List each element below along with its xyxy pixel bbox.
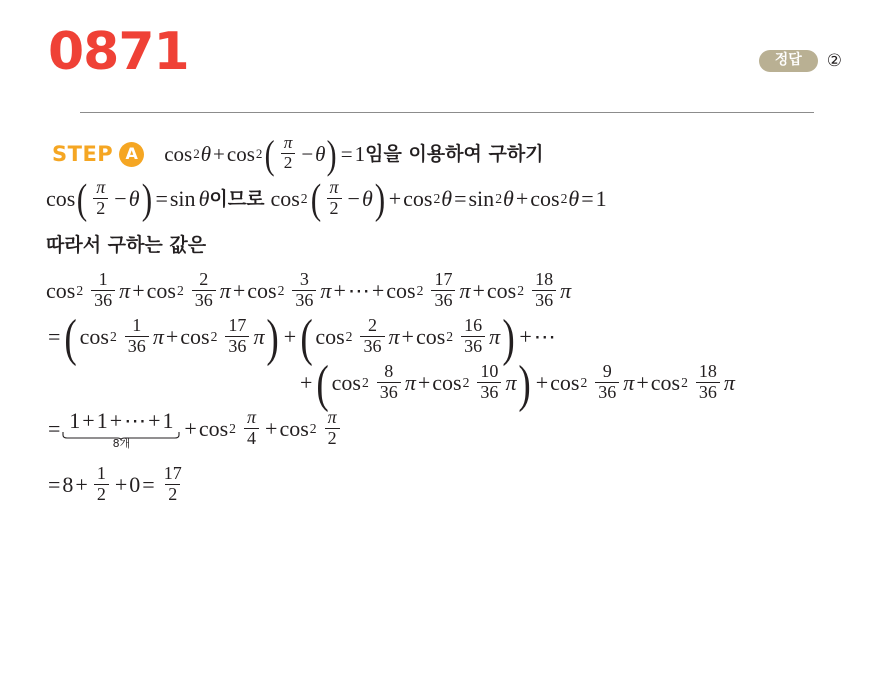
step-title: cos 2 θ + cos 2 ( $\frac{\pi}{2}$ − θ ) = 1 임을 이용하여 구하기 — [164, 132, 544, 178]
equals-sign: = — [454, 186, 467, 211]
open-paren: ( — [265, 132, 276, 178]
plus-sign: + — [417, 370, 431, 395]
plus-sign: + — [535, 370, 549, 395]
plus-sign: + — [371, 278, 385, 303]
answer-label: 정답 — [759, 50, 818, 72]
one: 1 — [96, 407, 108, 433]
cos-fn: cos — [226, 141, 255, 166]
sin-fn: sin — [468, 186, 495, 211]
pi: π — [320, 278, 332, 303]
cos-fn: cos — [403, 186, 433, 211]
plus-sign: + — [283, 324, 297, 349]
fraction-8-36: $\frac{8}{36}$ — [377, 362, 401, 401]
one: 1 — [354, 141, 366, 166]
fraction-pi-over-2: $\frac{\pi}{2}$ — [93, 178, 108, 217]
theta: θ — [200, 141, 212, 166]
math-line-korean — [46, 224, 852, 266]
plus-sign: + — [300, 370, 313, 395]
math-line-5: = 1+1+⋯+1 8개 + cos 2 $\frac{\pi}{4}$ + cos 2 $\frac{\pi}{2}$ — [46, 408, 852, 450]
pi: π — [489, 324, 501, 349]
equals-sign: = — [340, 141, 353, 166]
theta: θ — [128, 186, 140, 211]
pi: π — [459, 278, 471, 303]
cos-fn: cos — [331, 370, 361, 395]
problem-number: 0871 — [48, 22, 189, 82]
underbrace-group — [62, 407, 180, 450]
step-heading — [52, 132, 852, 178]
math-line-6 — [46, 464, 852, 506]
cos-fn: cos — [180, 324, 210, 349]
cos-fn: cos — [146, 278, 176, 303]
pi: π — [723, 370, 735, 395]
cos-fn: cos — [164, 141, 193, 166]
cos-fn: cos — [279, 416, 309, 441]
plus-sign: + — [109, 407, 123, 433]
cos-fn: cos — [650, 370, 681, 395]
one: 1 — [595, 186, 607, 211]
theta: θ — [315, 141, 326, 166]
fraction-1-36: $\frac{1}{36}$ — [91, 270, 115, 309]
cos-fn: cos — [247, 278, 277, 303]
theta: θ — [441, 186, 453, 211]
plus-sign: + — [472, 278, 485, 303]
fraction-2-36: $\frac{2}{36}$ — [360, 316, 384, 355]
fraction-16-36: $\frac{16}{36}$ — [461, 316, 485, 355]
plus-sign: + — [148, 407, 161, 433]
fraction-9-36: $\frac{9}{36}$ — [595, 362, 619, 401]
fraction-18-36: $\frac{18}{36}$ — [696, 362, 720, 401]
eight: 8 — [62, 472, 74, 497]
pi: π — [388, 324, 400, 349]
plus-sign: + — [114, 472, 128, 497]
pi: π — [119, 278, 131, 303]
close-paren: ) — [518, 356, 532, 414]
pi: π — [623, 370, 635, 395]
ellipsis: ⋯ — [124, 407, 147, 433]
fraction-pi-2: $\frac{\pi}{2}$ — [325, 408, 340, 447]
plus-sign: + — [165, 324, 179, 349]
theta: θ — [361, 186, 373, 211]
fraction-17-36: $\frac{17}{36}$ — [431, 270, 455, 309]
plus-sign: + — [232, 278, 246, 303]
fraction-17-2: $\frac{17}{2}$ — [163, 463, 182, 504]
sin-fn: sin — [169, 186, 196, 211]
answer-value: ② — [826, 51, 842, 72]
cos-fn: cos — [486, 278, 517, 303]
pi: π — [560, 278, 572, 303]
plus-sign: + — [213, 141, 225, 166]
korean-imuro: 이므로 — [209, 187, 265, 210]
cos-fn: cos — [530, 186, 560, 211]
underbrace-label: 8개 — [112, 436, 131, 450]
math-line-1: cos ( $\frac{\pi}{2}$ − θ ) = sin θ 이므로 cos 2 ( $\frac{\pi}{2}$ − θ ) + cos 2 θ = sin 2 θ + cos 2 θ = 1 — [46, 176, 607, 223]
pi: π — [152, 324, 164, 349]
theta: θ — [568, 186, 580, 211]
close-paren: ) — [374, 176, 385, 223]
plus-sign: + — [132, 278, 145, 303]
one: 1 — [69, 407, 81, 433]
one: 1 — [162, 407, 174, 433]
open-paren: ( — [316, 356, 330, 414]
zero: 0 — [129, 472, 141, 497]
pi: π — [219, 278, 231, 303]
fraction-1-2: $\frac{1}{2}$ — [94, 464, 109, 503]
cos-fn: cos — [315, 324, 345, 349]
close-paren: ) — [141, 176, 152, 223]
underbrace-terms — [69, 407, 174, 433]
plus-sign: + — [184, 416, 197, 441]
pi: π — [505, 370, 517, 395]
equals-sign: = — [581, 186, 594, 211]
open-paren: ( — [64, 310, 78, 368]
fraction-18-36: $\frac{18}{36}$ — [532, 270, 556, 309]
plus-sign: + — [75, 472, 88, 497]
minus-sign: − — [301, 141, 314, 166]
theta: θ — [503, 186, 514, 211]
fraction-pi-over-2: $\frac{\pi}{2}$ — [327, 178, 342, 217]
cos-fn: cos — [46, 278, 76, 303]
ellipsis: ⋯ — [533, 324, 556, 349]
minus-sign: − — [114, 186, 127, 211]
plus-sign: + — [636, 370, 649, 395]
open-paren: ( — [310, 176, 321, 223]
answer-block — [759, 50, 842, 72]
step-word: STEP — [52, 141, 114, 166]
math-line-4: + ( cos 2 $\frac{8}{36}$ π + cos 2 $\frac{10}{36}$ π ) + cos 2 $\frac{9}{36}$ π + cos 2 $\frac{18}{36}$ π — [300, 356, 735, 414]
close-paren: ) — [502, 310, 515, 368]
step-korean-text: 임을 이용하여 구하기 — [365, 142, 544, 165]
fraction-1-36: $\frac{1}{36}$ — [125, 316, 149, 355]
equals-sign: = — [48, 324, 61, 349]
cos-fn: cos — [432, 370, 462, 395]
cos-fn: cos — [198, 416, 229, 441]
ellipsis: ⋯ — [347, 278, 370, 303]
math-line-3: = ( cos 2 $\frac{1}{36}$ π + cos 2 $\frac{17}{36}$ π ) + ( cos 2 $\frac{2}{36}$ π + cos 2 $\frac{16}{36}$ π ) + ⋯ — [48, 310, 556, 368]
equals-sign: = — [155, 186, 168, 211]
cos-fn: cos — [46, 186, 76, 211]
fraction-pi-4: $\frac{\pi}{4}$ — [244, 408, 259, 447]
plus-sign: + — [265, 416, 278, 441]
plus-sign: + — [333, 278, 346, 303]
open-paren: ( — [300, 310, 313, 368]
plus-sign: + — [82, 407, 95, 433]
math-line-2: cos 2 $\frac{1}{36}$ π + cos 2 $\frac{2}{36}$ π + cos 2 $\frac{3}{36}$ π + ⋯ + cos 2 $\frac{17}{36}$ π + cos 2 $\frac{18}{36}$ π — [46, 269, 572, 310]
plus-sign: + — [515, 186, 529, 211]
pi: π — [253, 324, 265, 349]
plus-sign: + — [519, 324, 532, 349]
fraction-2-36: $\frac{2}{36}$ — [192, 270, 216, 309]
fraction-17-36: $\frac{17}{36}$ — [225, 316, 249, 355]
fraction-3-36: $\frac{3}{36}$ — [292, 270, 316, 309]
equals-sign: = — [48, 472, 61, 497]
plus-sign: + — [388, 186, 402, 211]
page-header — [40, 0, 852, 108]
minus-sign: − — [347, 186, 360, 211]
plus-sign: + — [401, 324, 414, 349]
solution-body — [40, 108, 852, 506]
theta: θ — [198, 186, 210, 211]
equals-sign: = — [142, 472, 155, 497]
korean-therefore: 따라서 구하는 값은 — [46, 233, 207, 256]
cos-fn: cos — [550, 370, 580, 395]
fraction-10-36: $\frac{10}{36}$ — [477, 362, 501, 401]
fraction-pi-over-2: $\frac{\pi}{2}$ — [281, 134, 296, 172]
cos-fn: cos — [79, 324, 109, 349]
close-paren: ) — [327, 132, 338, 178]
cos-fn: cos — [270, 186, 300, 211]
cos-fn: cos — [386, 278, 416, 303]
cos-fn: cos — [415, 324, 446, 349]
close-paren: ) — [266, 310, 280, 368]
pi: π — [404, 370, 416, 395]
equals-sign: = — [48, 416, 61, 441]
step-badge: A — [119, 142, 144, 167]
open-paren: ( — [77, 176, 88, 223]
